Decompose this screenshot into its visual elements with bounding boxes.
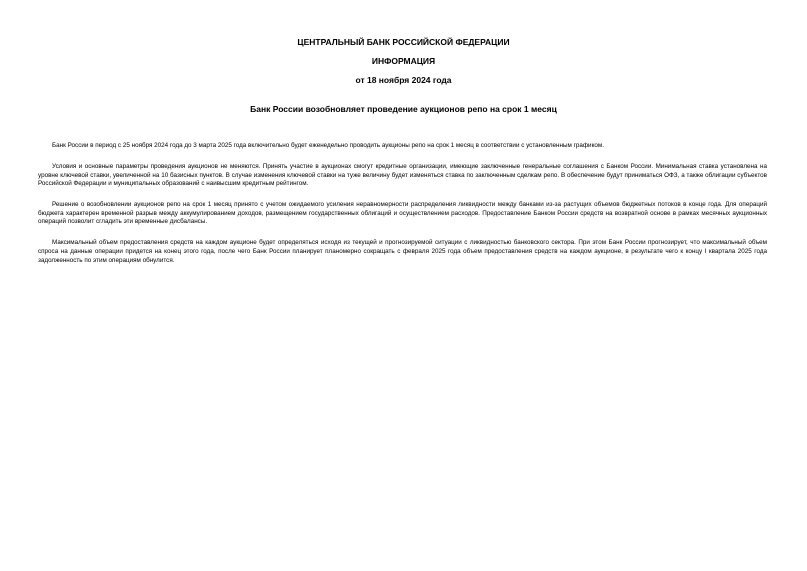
document-title: Банк России возобновляет проведение аукционов репо на срок 1 месяц	[250, 104, 557, 114]
paragraph-schedule: Банк России в период с 25 ноября 2024 года до 3 марта 2025 года включительно будет еженедельно проводить аукционы репо на срок 1 месяц в соответствии с установленным графиком.	[52, 142, 604, 149]
paragraph-volume: Максимальный объем предоставления средств на каждом аукционе будет определяться исходя из текущей и прогнозируемой ситуации с ликвидностью банковского сектора. При этом Банк России прогнозирует, что максимальный объем спроса на данные операции придется на конец этого года, после чего Банк России планирует планомерно сокращать с февраля 2025 года объем предоставления средств на каждом аукционе, в результате чего к концу I квартала 2025 года задолженность по этим операциям обнулится.	[38, 239, 767, 264]
paragraph-rationale: Решение о возобновлении аукционов репо на срок 1 месяц принято с учетом ожидаемого усиления неравномерности распределения ликвидности между банками из-за растущих объемов бюджетных потоков в конце года. Для операций бюджета характерен временной разрыв между аккумулированием доходов, размещением государственных облигаций и осуществлением расходов. Предоставление Банком России средств на возвратной основе в рамках месячных аукционных операций позволит сгладить эти временные дисбалансы.	[38, 201, 767, 226]
document-date: от 18 ноября 2024 года	[355, 75, 452, 85]
organization-name: ЦЕНТРАЛЬНЫЙ БАНК РОССИЙСКОЙ ФЕДЕРАЦИИ	[297, 37, 510, 47]
document-body	[38, 142, 767, 278]
paragraph-conditions: Условия и основные параметры проведения аукционов не меняются. Принять участие в аукционах смогут кредитные организации, имеющие заключенные генеральные соглашения с Банком России. Минимальная ставка установлена на уровне ключевой ставки, увеличенной на 10 базисных пунктов. В случае изменения ключевой ставки на туже величину будет изменяться ставка по заключенным сделкам репо. В обеспечение будут приниматься ОФЗ, а также облигации субъектов Российской Федерации и муниципальных образований с наивысшим кредитным рейтингом.	[38, 162, 767, 188]
document-type: ИНФОРМАЦИЯ	[371, 56, 436, 66]
